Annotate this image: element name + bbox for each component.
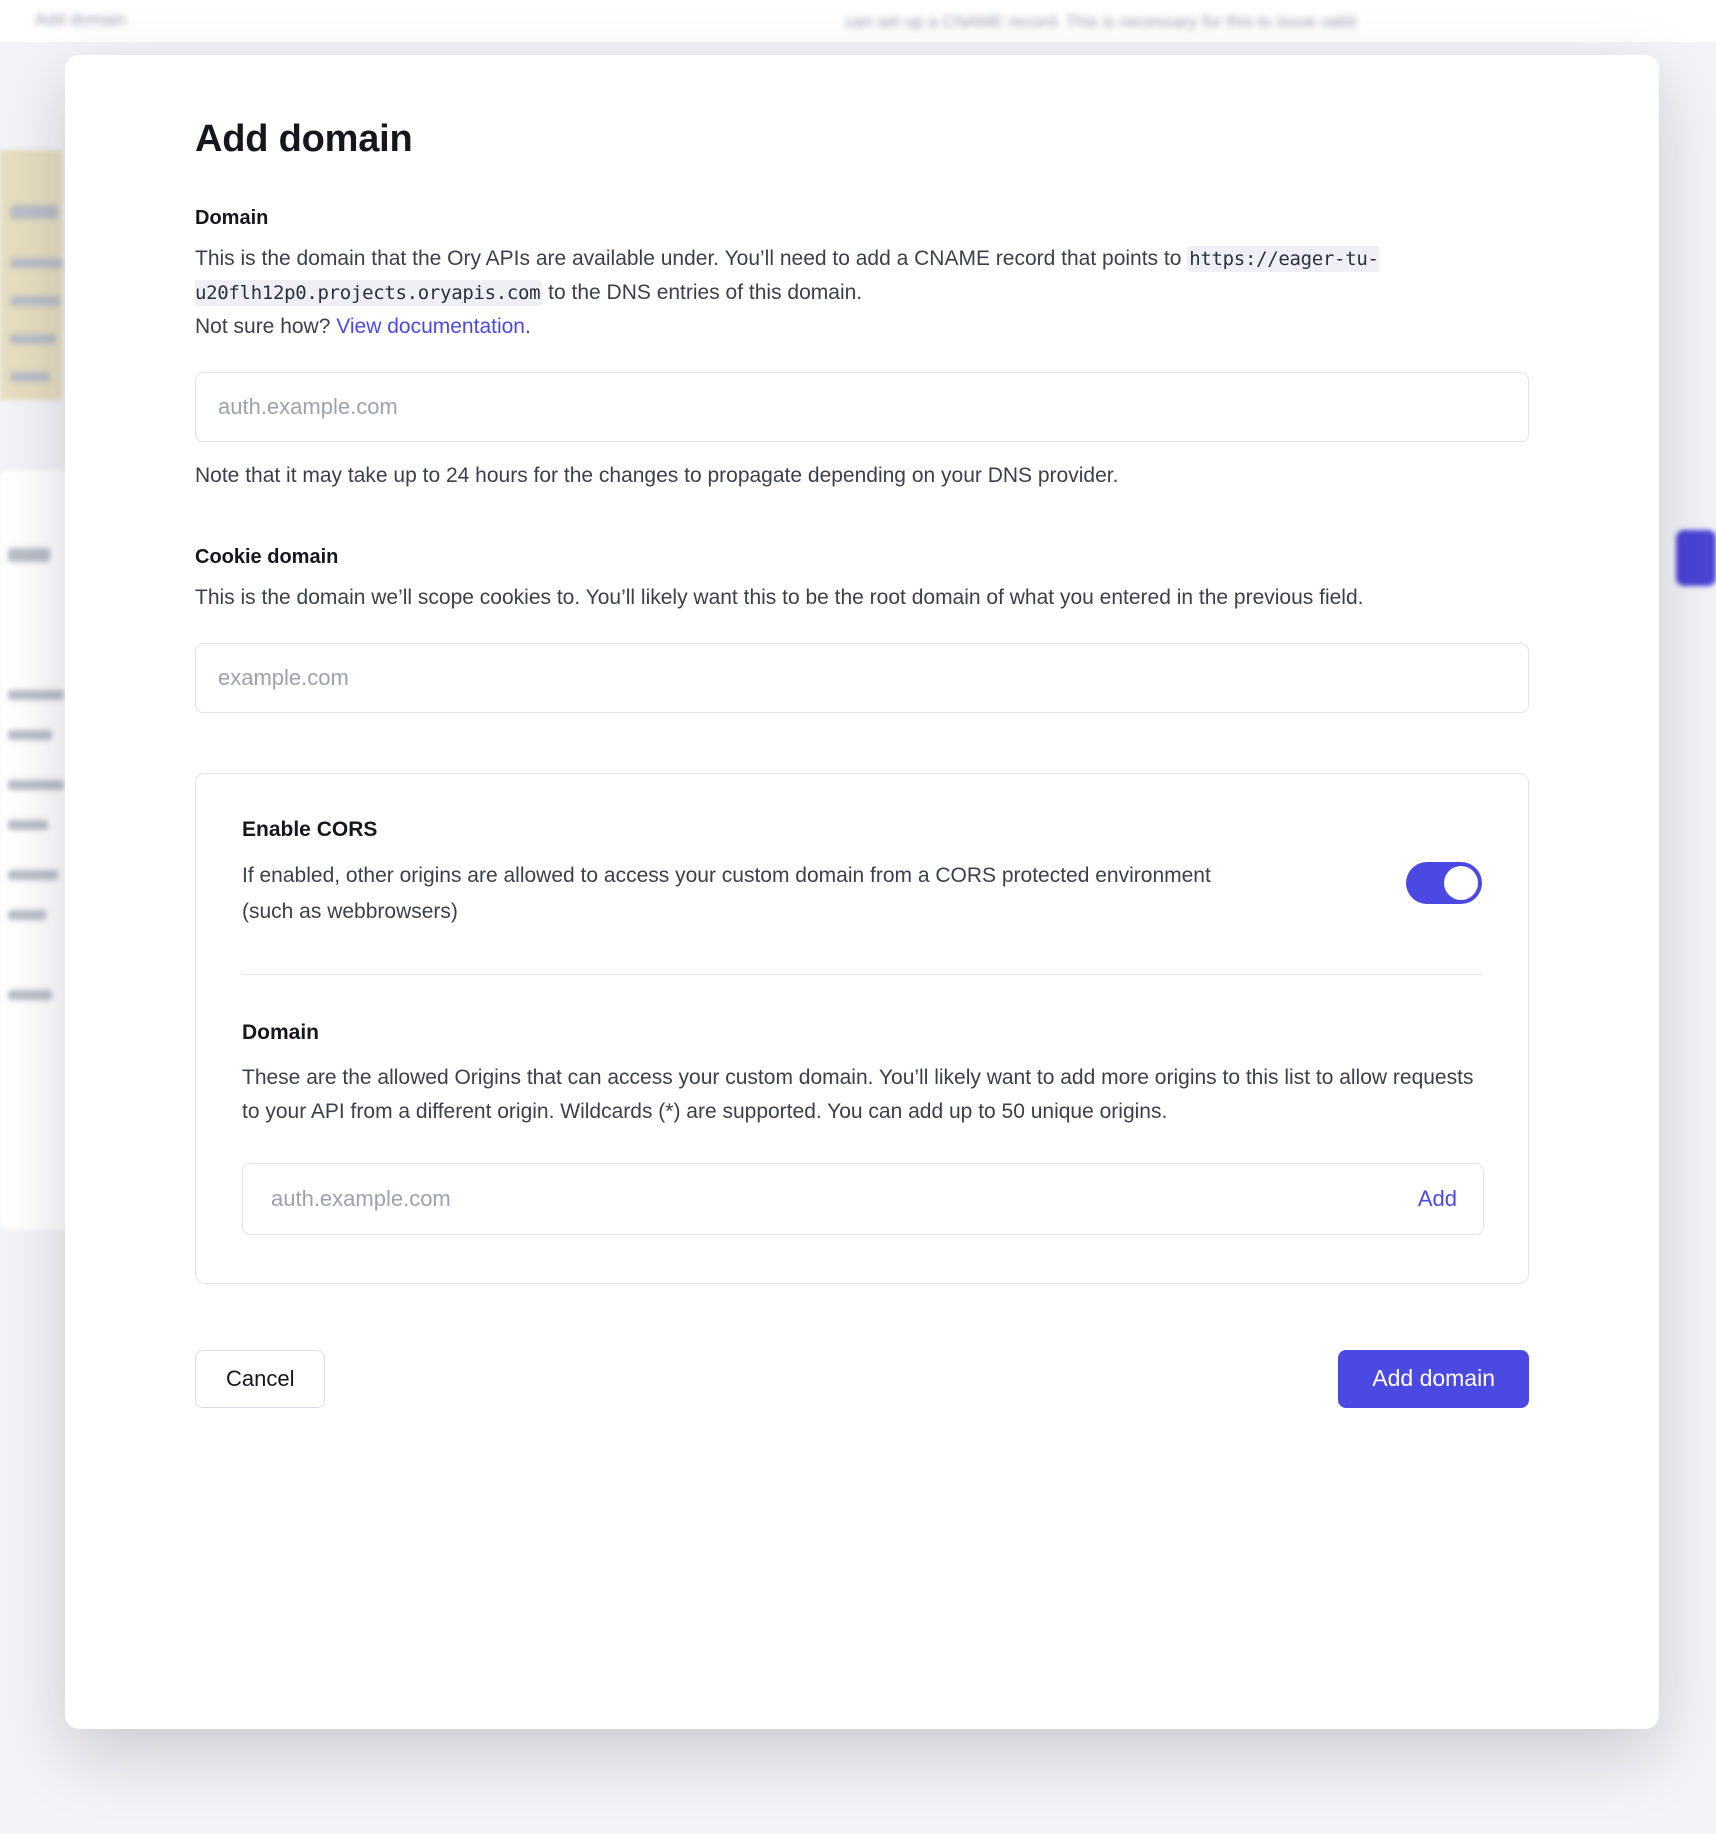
view-documentation-link[interactable]: View documentation [336,314,525,338]
origin-input-row [242,1163,1484,1235]
cors-panel [195,773,1529,1284]
domain-description-before: This is the domain that the Ory APIs are available under. You’ll need to add a CNAME record that points to [195,246,1188,270]
cors-toggle-row [242,818,1482,930]
add-domain-button[interactable]: Add domain [1338,1350,1529,1408]
domain-description-after: to the DNS entries of this domain. [542,280,863,304]
background-banner [0,150,62,400]
panel-divider [242,974,1482,975]
add-origin-button[interactable]: Add [1417,1185,1457,1211]
enable-cors-toggle[interactable] [1406,862,1482,904]
dialog-footer [195,1350,1529,1408]
background-heading-text: Add domain [35,10,126,29]
background-line [8,990,52,1000]
cors-origins-description: These are the allowed Origins that can access your custom domain. You’ll likely want to add more origins to this list to allow requests to your API from a different origin. Wildcards (*) are supported. You can add up to 50 unique origins. [242,1065,1474,1123]
domain-section [195,207,1529,488]
add-domain-dialog [65,55,1659,1729]
background-primary-button [1676,530,1716,586]
background-body-text: can set up a CNAME record. This is necessary for this to issue valid [845,12,1356,31]
domain-help-suffix: . [524,314,531,338]
background-line [10,372,50,382]
domain-input[interactable] [195,372,1529,442]
background-line [8,820,48,830]
domain-description [195,242,1529,344]
toggle-knob [1444,866,1478,900]
domain-label: Domain [195,206,269,229]
cookie-domain-description: This is the domain we’ll scope cookies to. You’ll likely want this to be the root domain of what you entered in the previous field. [195,585,1364,609]
background-line [10,258,62,268]
cors-description: If enabled, other origins are allowed to access your custom domain from a CORS protected environment (such as webbrowsers) [242,863,1211,923]
cookie-domain-input[interactable] [195,643,1529,713]
background-card [0,470,70,1230]
cors-origins-title: Domain [242,1020,320,1044]
spacer [195,488,1529,546]
background-line [8,548,50,562]
cors-title: Enable CORS [242,817,378,841]
domain-propagation-hint: Note that it may take up to 24 hours for the changes to propagate depending on your DNS provider. [195,463,1119,487]
background-line [10,296,60,306]
cname-target-code: https://eager-tu-u20flh12p0.projects.oryapis.com [195,247,1379,304]
cors-texts [242,818,1376,930]
background-line [8,780,64,790]
cookie-domain-label: Cookie domain [195,545,339,568]
cors-origins-section [242,1021,1482,1235]
background-line [8,870,58,880]
cookie-domain-section [195,546,1529,713]
domain-help-prefix: Not sure how? [195,314,337,338]
origin-input[interactable] [269,1185,1418,1213]
cancel-button[interactable]: Cancel [195,1350,325,1408]
dialog-title: Add domain [195,118,413,160]
background-line [8,910,46,920]
background-line [8,690,64,700]
background-line [8,730,52,740]
background-line [10,205,58,219]
background-line [10,334,56,344]
